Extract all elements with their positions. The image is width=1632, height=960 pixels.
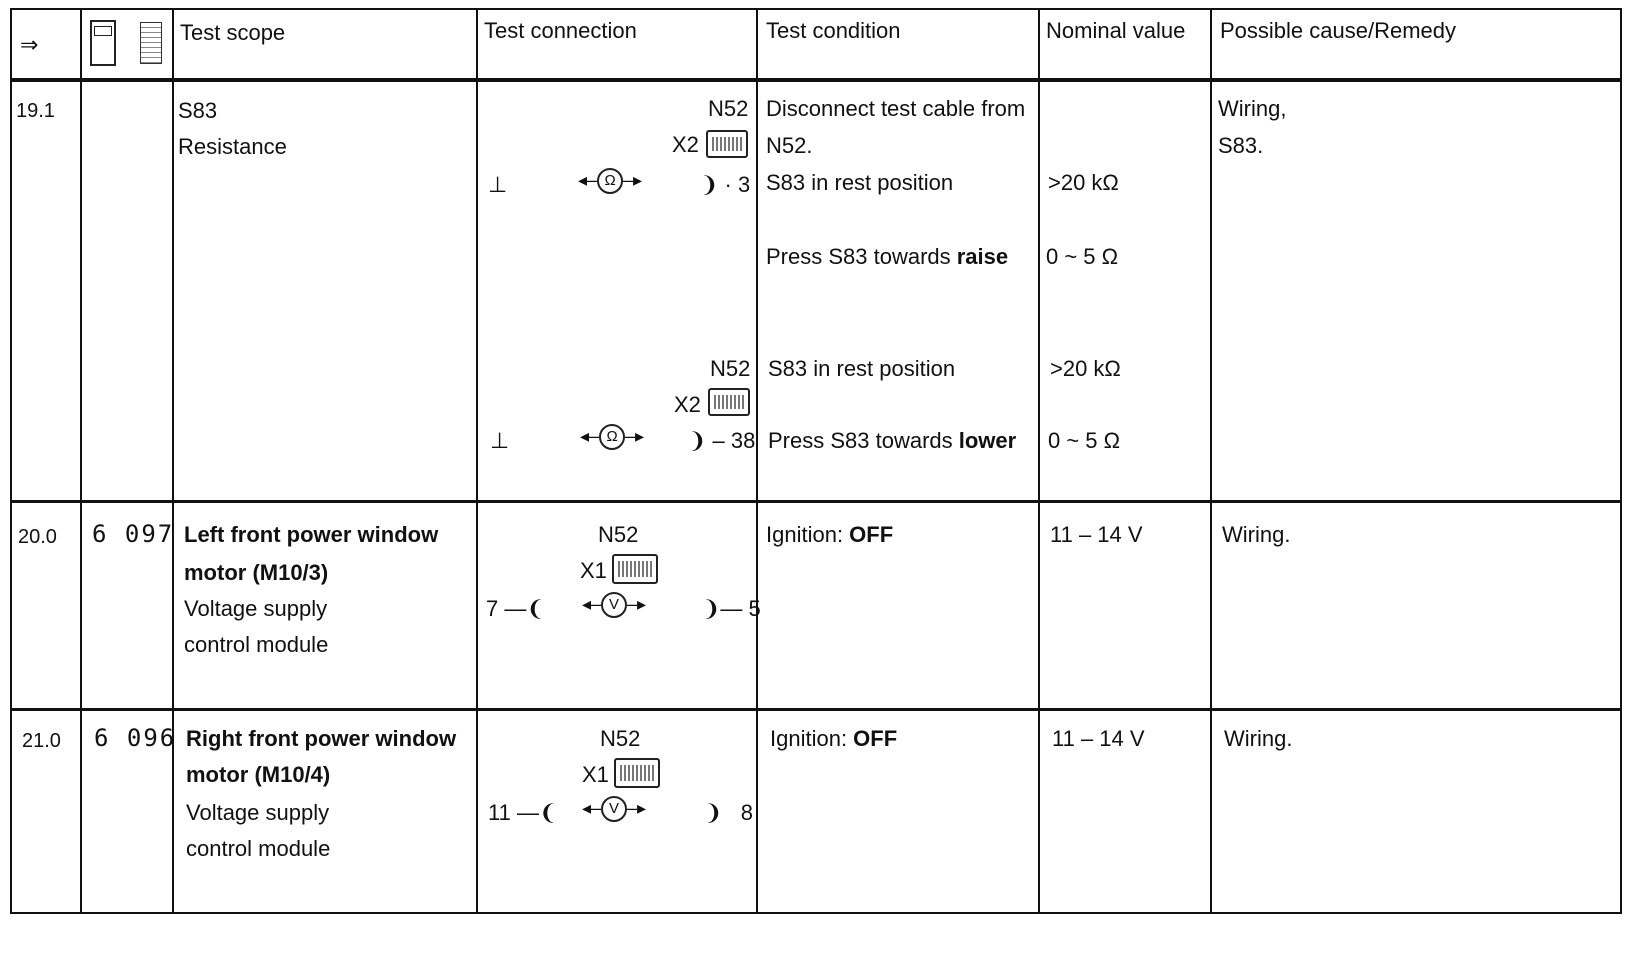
- row-21-scope-title-2: motor (M10/4): [186, 762, 331, 787]
- col-border-4: [756, 8, 758, 914]
- row-19-1-ohmmeter-a: ◂– Ω –▸: [578, 168, 642, 194]
- col-border-6: [1210, 8, 1212, 914]
- row-19-1-ground-b: ⊥: [490, 428, 510, 453]
- col-border-1: [80, 8, 82, 914]
- row-19-1-module-b: N52: [710, 356, 751, 381]
- row-20-remedy: Wiring.: [1222, 522, 1291, 547]
- row-20-connector-icon: [612, 554, 658, 584]
- row-19-1-nominal-1: >20 kΩ: [1048, 170, 1119, 195]
- row-19-1-scope-2: Resistance: [178, 134, 287, 159]
- row-19-1-remedy-2: S83.: [1218, 133, 1264, 158]
- table-bottom-border: [10, 912, 1622, 914]
- col-border-0: [10, 8, 12, 914]
- row-19-1-connector-a-icon: [706, 130, 748, 158]
- row-21-voltmeter: ◂– V –▸: [582, 796, 646, 822]
- row-20-scope-title-2: motor (M10/3): [184, 560, 329, 585]
- row-19-1-remedy-1: Wiring,: [1218, 96, 1287, 121]
- row-19-1-scope-1: S83: [178, 98, 218, 123]
- row-19-1-condition-3: S83 in rest position: [766, 170, 954, 195]
- row-20-connector-label: X1: [580, 558, 607, 583]
- row-21-remedy: Wiring.: [1224, 726, 1293, 751]
- row-20-scope-2: control module: [184, 632, 329, 657]
- row-20-number: 20.0: [18, 526, 57, 548]
- row-19-1-condition-1: Disconnect test cable from: [766, 96, 1026, 121]
- row-20-voltmeter: ◂– V –▸: [582, 592, 646, 618]
- row-19-1-ground-a: ⊥: [488, 172, 508, 197]
- row-21-scope-title-1: Right front power window: [186, 726, 457, 751]
- row-19-1-condition-6: Press S83 towards lower: [768, 428, 1017, 453]
- row-19-1-pin-a: ❩ · 3: [700, 172, 751, 197]
- row-20-condition: Ignition: OFF: [766, 522, 894, 547]
- col-border-2: [172, 8, 174, 914]
- row-20-right-pin: ❩— 5: [702, 596, 761, 621]
- row-21-scope-1: Voltage supply: [186, 800, 330, 825]
- col-border-3: [476, 8, 478, 914]
- row-21-condition: Ignition: OFF: [770, 726, 898, 751]
- row-21-code: 6 096: [94, 724, 177, 752]
- header-remedy: Possible cause/Remedy: [1220, 18, 1457, 43]
- row-20-module: N52: [598, 522, 639, 547]
- row-19-1-number: 19.1: [16, 100, 55, 122]
- header-arrow: ⇒: [20, 32, 39, 57]
- row-21-number: 21.0: [22, 730, 61, 752]
- row-21-left-pin: 11 —❨: [488, 800, 558, 825]
- tester-icon: [90, 20, 116, 66]
- row-20-scope-1: Voltage supply: [184, 596, 328, 621]
- row-19-1-connector-b-label: X2: [674, 392, 701, 417]
- row-19-1-connector-b-icon: [708, 388, 750, 416]
- row-21-right-pin: ❩ 8: [704, 800, 754, 825]
- row-divider-2: [10, 708, 1622, 711]
- row-19-1-module-a: N52: [708, 96, 749, 121]
- table-top-border: [10, 8, 1622, 10]
- row-20-code: 6 097: [92, 520, 175, 548]
- row-19-1-nominal-2: 0 ~ 5 Ω: [1046, 244, 1119, 269]
- header-test-connection: Test connection: [484, 18, 637, 43]
- header-test-scope: Test scope: [180, 20, 286, 45]
- row-19-1-nominal-3: >20 kΩ: [1050, 356, 1121, 381]
- row-19-1-pin-b: ❩ – 38: [688, 428, 756, 453]
- row-19-1-condition-2: N52.: [766, 133, 813, 158]
- row-21-module: N52: [600, 726, 641, 751]
- row-21-nominal: 11 – 14 V: [1052, 726, 1145, 751]
- row-20-scope-title-1: Left front power window: [184, 522, 439, 547]
- row-19-1-condition-4: Press S83 towards raise: [766, 244, 1009, 269]
- row-20-left-pin: 7 —❨: [486, 596, 545, 621]
- row-21-connector-icon: [614, 758, 660, 788]
- col-border-5: [1038, 8, 1040, 914]
- row-20-nominal: 11 – 14 V: [1050, 522, 1143, 547]
- row-19-1-condition-5: S83 in rest position: [768, 356, 956, 381]
- row-19-1-ohmmeter-b: ◂– Ω –▸: [580, 424, 644, 450]
- header-nominal-value: Nominal value: [1046, 18, 1186, 43]
- row-19-1-nominal-4: 0 ~ 5 Ω: [1048, 428, 1121, 453]
- sheet-icon: [140, 22, 162, 64]
- row-19-1-connector-a-label: X2: [672, 132, 699, 157]
- col-border-7: [1620, 8, 1622, 914]
- header-bottom-rule: [10, 78, 1622, 82]
- header-test-condition: Test condition: [766, 18, 901, 43]
- row-divider-1: [10, 500, 1622, 503]
- row-21-scope-2: control module: [186, 836, 331, 861]
- row-21-connector-label: X1: [582, 762, 609, 787]
